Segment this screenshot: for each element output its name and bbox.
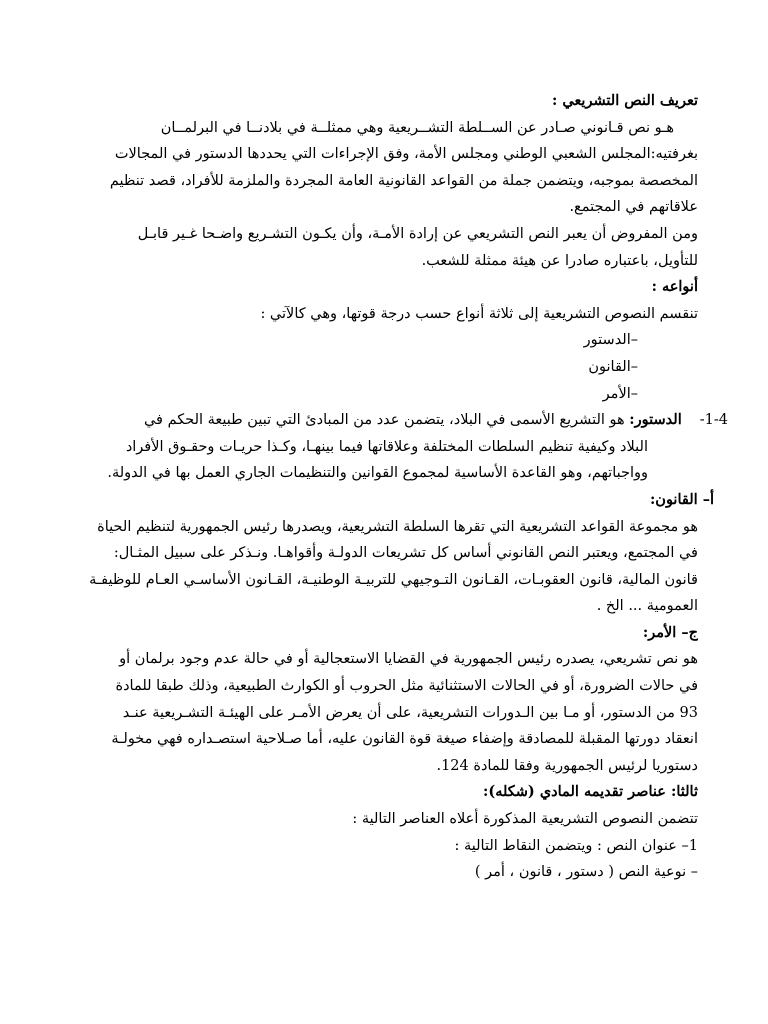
law-heading: أ– القانون: <box>649 490 714 508</box>
constitution-number: 1-4- <box>699 412 728 429</box>
law-line-1: هو مجموعة القواعد التشريعية التي تقرها السلطة التشريعية، ويصدرها رئيس الجمهورية لتنظيم الحياة <box>97 518 698 535</box>
types-list-item: –القانون <box>588 358 638 375</box>
law-line-3: قانون المالية، قانون العقوبـات، القـانون التـوجيهي للتربيـة الوطنيـة، القـانون الأساسـي العـام للوظيفـة <box>89 571 698 588</box>
order-line-2: في حالات الضرورة، أو في الحالات الاستثنائية مثل الحروب أو الكوارث الطبيعية، وذلك طبقا للمادة <box>115 678 698 695</box>
constitution-paragraph-line-2: البلاد وكيفية تنظيم السلطات المختلفة وعلاقاتها فيما بينهـا، وكـذا حريـات وحقـوق الأفراد <box>125 438 648 455</box>
elements-item-1-sub: – نوعية النص ( دستور ، قانون ، أمر ) <box>474 864 698 881</box>
document-page <box>88 88 728 886</box>
law-line-4: العمومية ... الخ . <box>596 598 698 615</box>
definition-line-3: المخصصة بموجبه، ويتضمن جملة من القواعد القانونية العامة المجردة والملزمة للأفراد، قصد تنظيم <box>109 172 698 189</box>
types-intro: تنقسم النصوص التشريعية إلى ثلاثة أنواع حسب درجة قوتها، وهي كالآتي : <box>260 305 698 322</box>
definition-line-1: هـو نص قـانوني صـادر عن الســلطة التشــريعية وهي ممثلــة في بلادنــا في البرلمــان <box>160 119 674 136</box>
elements-item-1: 1– عنوان النص : ويتضمن النقاط التالية : <box>454 837 698 854</box>
definition-line-2: بغرفتيه:المجلس الشعبي الوطني ومجلس الأمة، وفق الإجراءات التي يحددها الدستور في المجالات <box>114 146 698 163</box>
definition-line-5: ومن المفروض أن يعبر النص التشريعي عن إرادة الأمـة، وأن يكـون التشـريع واضـحا غـير قابـل <box>137 225 698 242</box>
constitution-text: هو التشريع الأسمى في البلاد، يتضمن عدد من المبادئ التي تبين طبيعة الحكم في <box>143 412 625 429</box>
constitution-paragraph-line-3: وواجباتهم، وهو القاعدة الأساسية لمجموع القوانين والتنظيمات الجاري العمل بها في الدولة. <box>107 465 648 482</box>
definition-line-4: علاقاتهم في المجتمع. <box>569 199 698 216</box>
constitution-paragraph-line-1 <box>88 407 728 434</box>
section-title-types: أنواعه : <box>651 278 698 296</box>
order-line-1: هو نص تشريعي، يصدره رئيس الجمهورية في القضايا الاستعجالية أو في حالة عدم وجود برلمان أو <box>119 651 698 668</box>
section-title-definition: تعريف النص التشريعي : <box>551 92 698 109</box>
order-line-4: انعقاد دورتها المقبلة للمصادقة وإضفاء صيغة قوة القانون عليه، أما صـلاحية استصـداره فهي مخولـة <box>111 731 698 748</box>
section-title-elements: ثالثا: عناصر تقديمه المادي (شكله): <box>482 783 698 801</box>
definition-line-6: للتأويل، باعتباره صادرا عن هيئة ممثلة للشعب. <box>421 252 698 269</box>
order-line-5: دستوريا لرئيس الجمهورية وفقا للمادة 124. <box>436 757 698 774</box>
elements-intro: تتضمن النصوص التشريعية المذكورة أعلاه العناصر التالية : <box>352 811 698 828</box>
types-list-item: –الدستور <box>583 332 638 349</box>
law-line-2: في المجتمع، ويعتبر النص القانوني أساس كل تشريعات الدولـة وأقواهـا. ونـذكر على سبيل المثـال: <box>113 545 698 562</box>
constitution-term: الدستور: <box>629 411 682 429</box>
types-list-item: –الأمر <box>602 385 638 402</box>
order-line-3: 93 من الدستور، أو مـا بين الـدورات التشريعية، على أن يعرض الأمـر على الهيئـة التشـريعية عنـد <box>122 704 698 721</box>
order-heading: ج– الأمر: <box>642 623 698 641</box>
